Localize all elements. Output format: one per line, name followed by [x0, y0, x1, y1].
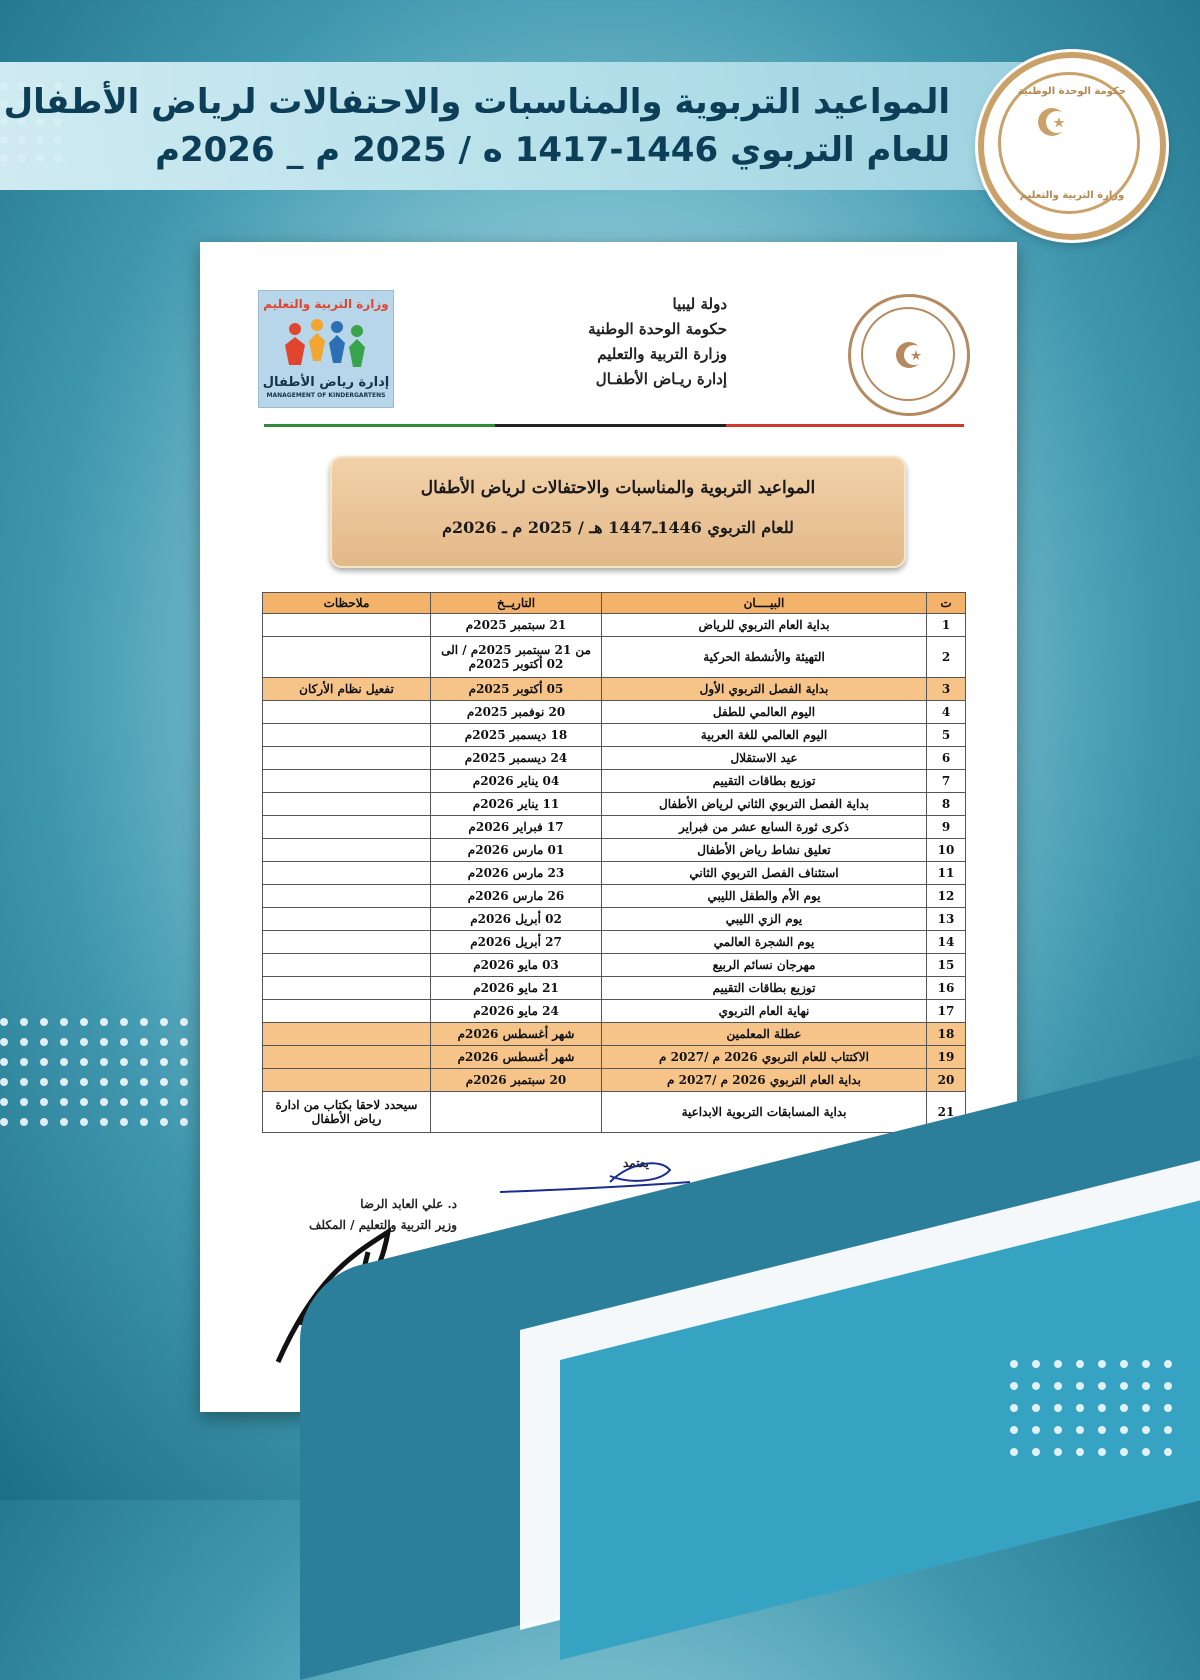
row-event: مهرجان نسائم الربيع: [602, 954, 927, 977]
row-event: توزيع بطاقات التقييم: [602, 770, 927, 793]
children-figures-icon: [281, 315, 371, 373]
row-notes: تفعيل نظام الأركان: [263, 678, 431, 701]
flag-divider-line: [264, 424, 964, 427]
banner-title-line2: للعام التربوي 1446-1417 ه / 2025 م _ 2026م: [155, 130, 950, 170]
crescent-star-icon: [889, 335, 929, 375]
document-header-text: [588, 292, 727, 392]
row-date: 26 مارس 2026م: [431, 885, 602, 908]
table-row: [263, 954, 966, 977]
row-number: 10: [927, 839, 966, 862]
table-row: [263, 1046, 966, 1069]
logo-ministry-text: وزارة التربية والتعليم: [263, 297, 389, 311]
row-event: بداية الفصل التربوي الثاني لرياض الأطفال: [602, 793, 927, 816]
table-row: [263, 614, 966, 637]
logo-english-name: MANAGEMENT OF KINDERGARTENS: [266, 392, 386, 399]
row-notes: [263, 931, 431, 954]
row-notes: [263, 885, 431, 908]
table-row: [263, 977, 966, 1000]
header-line-ministry: وزارة التربية والتعليم: [597, 345, 727, 363]
row-notes: [263, 954, 431, 977]
row-event: عطلة المعلمين: [602, 1023, 927, 1046]
col-header-notes: ملاحظات: [263, 593, 431, 614]
row-event: يوم الزي الليبي: [602, 908, 927, 931]
row-number: 21: [927, 1092, 966, 1133]
col-header-date: التاريــخ: [431, 593, 602, 614]
row-date: 21 سبتمبر 2025م: [431, 614, 602, 637]
row-date: 18 ديسمبر 2025م: [431, 724, 602, 747]
row-number: 11: [927, 862, 966, 885]
row-number: 1: [927, 614, 966, 637]
seal-text-top: حكومة الوحدة الوطنية: [1018, 86, 1126, 97]
row-event: استئناف الفصل التربوي الثاني: [602, 862, 927, 885]
row-number: 6: [927, 747, 966, 770]
schedule-table: [262, 592, 966, 1133]
row-notes: [263, 839, 431, 862]
row-event: التهيئة والأنشطة الحركية: [602, 637, 927, 678]
row-notes: سيحدد لاحقا بكتاب من ادارة رياض الأطفال: [263, 1092, 431, 1133]
crescent-star-icon: [1032, 102, 1072, 142]
kindergarten-logo: [258, 290, 394, 408]
decor-dots-bottom-right: [1010, 1360, 1172, 1456]
row-event: بداية العام التربوي 2026 م /2027 م: [602, 1069, 927, 1092]
row-date: 24 ديسمبر 2025م: [431, 747, 602, 770]
table-header-row: [263, 593, 966, 614]
government-seal: [848, 294, 970, 416]
row-number: 15: [927, 954, 966, 977]
table-row: [263, 908, 966, 931]
row-notes: [263, 1023, 431, 1046]
row-notes: [263, 1046, 431, 1069]
table-body: [263, 614, 966, 1133]
row-date: 20 سبتمبر 2026م: [431, 1069, 602, 1092]
row-number: 4: [927, 701, 966, 724]
row-number: 18: [927, 1023, 966, 1046]
row-date: 05 أكتوبر 2025م: [431, 678, 602, 701]
table-row: [263, 793, 966, 816]
table-row: [263, 637, 966, 678]
row-event: بداية الفصل التربوي الأول: [602, 678, 927, 701]
row-number: 20: [927, 1069, 966, 1092]
table-row: [263, 747, 966, 770]
row-date: 02 أبريل 2026م: [431, 908, 602, 931]
row-event: اليوم العالمي للغة العربية: [602, 724, 927, 747]
row-number: 8: [927, 793, 966, 816]
table-row: [263, 839, 966, 862]
banner-title: [3, 78, 950, 174]
seal-text-bottom: وزارة التربية والتعليم: [1019, 190, 1125, 201]
row-date: 21 مايو 2026م: [431, 977, 602, 1000]
document-title-line1: المواعيد التربوية والمناسبات والاحتفالات لرياض الأطفال: [420, 478, 816, 498]
table-row: [263, 816, 966, 839]
row-date: شهر أغسطس 2026م: [431, 1023, 602, 1046]
row-number: 17: [927, 1000, 966, 1023]
row-notes: [263, 614, 431, 637]
row-number: 3: [927, 678, 966, 701]
row-event: عيد الاستقلال: [602, 747, 927, 770]
document-title-line2: للعام التربوي 1446ـ1447 هـ / 2025 م ـ 2026م: [442, 518, 794, 537]
row-number: 19: [927, 1046, 966, 1069]
row-notes: [263, 977, 431, 1000]
row-number: 14: [927, 931, 966, 954]
row-number: 16: [927, 977, 966, 1000]
row-notes: [263, 637, 431, 678]
row-date: من 21 سبتمبر 2025م / الى 02 أكتوبر 2025م: [431, 637, 602, 678]
row-event: الاكتتاب للعام التربوي 2026 م /2027 م: [602, 1046, 927, 1069]
approval-label: يعتمد: [623, 1156, 649, 1170]
row-date: 03 مايو 2026م: [431, 954, 602, 977]
ministry-seal: [978, 52, 1166, 240]
table-row: [263, 724, 966, 747]
row-notes: [263, 747, 431, 770]
header-line-department: إدارة ريـاض الأطفـال: [595, 370, 727, 388]
row-event: يوم الشجرة العالمي: [602, 931, 927, 954]
row-notes: [263, 908, 431, 931]
row-number: 5: [927, 724, 966, 747]
table-row: [263, 678, 966, 701]
table-row: [263, 862, 966, 885]
row-event: يوم الأم والطفل الليبي: [602, 885, 927, 908]
row-event: توزيع بطاقات التقييم: [602, 977, 927, 1000]
row-notes: [263, 862, 431, 885]
row-date: شهر أغسطس 2026م: [431, 1046, 602, 1069]
row-notes: [263, 816, 431, 839]
logo-arabic-name: إدارة رياض الأطفال: [262, 375, 390, 390]
row-number: 12: [927, 885, 966, 908]
table-row: [263, 1023, 966, 1046]
row-notes: [263, 1000, 431, 1023]
row-event: بداية المسابقات التربوية الابداعية: [602, 1092, 927, 1133]
row-notes: [263, 724, 431, 747]
row-date: 17 فبراير 2026م: [431, 816, 602, 839]
row-notes: [263, 701, 431, 724]
row-notes: [263, 770, 431, 793]
table-row: [263, 1092, 966, 1133]
decor-dots-mid-left: [0, 1018, 188, 1126]
signatory-name: د. علي العابد الرضا: [360, 1197, 457, 1211]
document-title-box: [330, 456, 906, 568]
table-row: [263, 1069, 966, 1092]
header-line-country: دولة ليبيا: [672, 295, 727, 313]
table-row: [263, 931, 966, 954]
table-row: [263, 770, 966, 793]
row-date: 01 مارس 2026م: [431, 839, 602, 862]
row-number: 9: [927, 816, 966, 839]
row-number: 13: [927, 908, 966, 931]
col-header-num: ت: [927, 593, 966, 614]
row-event: بداية العام التربوي للرياض: [602, 614, 927, 637]
row-event: نهاية العام التربوي: [602, 1000, 927, 1023]
row-date: 24 مايو 2026م: [431, 1000, 602, 1023]
table-row: [263, 701, 966, 724]
row-number: 7: [927, 770, 966, 793]
row-date: [431, 1092, 602, 1133]
row-notes: [263, 793, 431, 816]
row-event: ذكرى ثورة السابع عشر من فبراير: [602, 816, 927, 839]
banner-title-line1: المواعيد التربوية والمناسبات والاحتفالات لرياض الأطفال: [3, 82, 950, 122]
row-date: 20 نوفمبر 2025م: [431, 701, 602, 724]
row-date: 11 يناير 2026م: [431, 793, 602, 816]
row-number: 2: [927, 637, 966, 678]
row-date: 27 أبريل 2026م: [431, 931, 602, 954]
row-date: 23 مارس 2026م: [431, 862, 602, 885]
row-event: اليوم العالمي للطفل: [602, 701, 927, 724]
table-row: [263, 885, 966, 908]
row-date: 04 يناير 2026م: [431, 770, 602, 793]
row-notes: [263, 1069, 431, 1092]
col-header-event: البيــــان: [602, 593, 927, 614]
signatory-title: وزير التربية والتعليم / المكلف: [309, 1218, 457, 1232]
table-row: [263, 1000, 966, 1023]
row-event: تعليق نشاط رياض الأطفال: [602, 839, 927, 862]
header-line-government: حكومة الوحدة الوطنية: [588, 320, 727, 338]
